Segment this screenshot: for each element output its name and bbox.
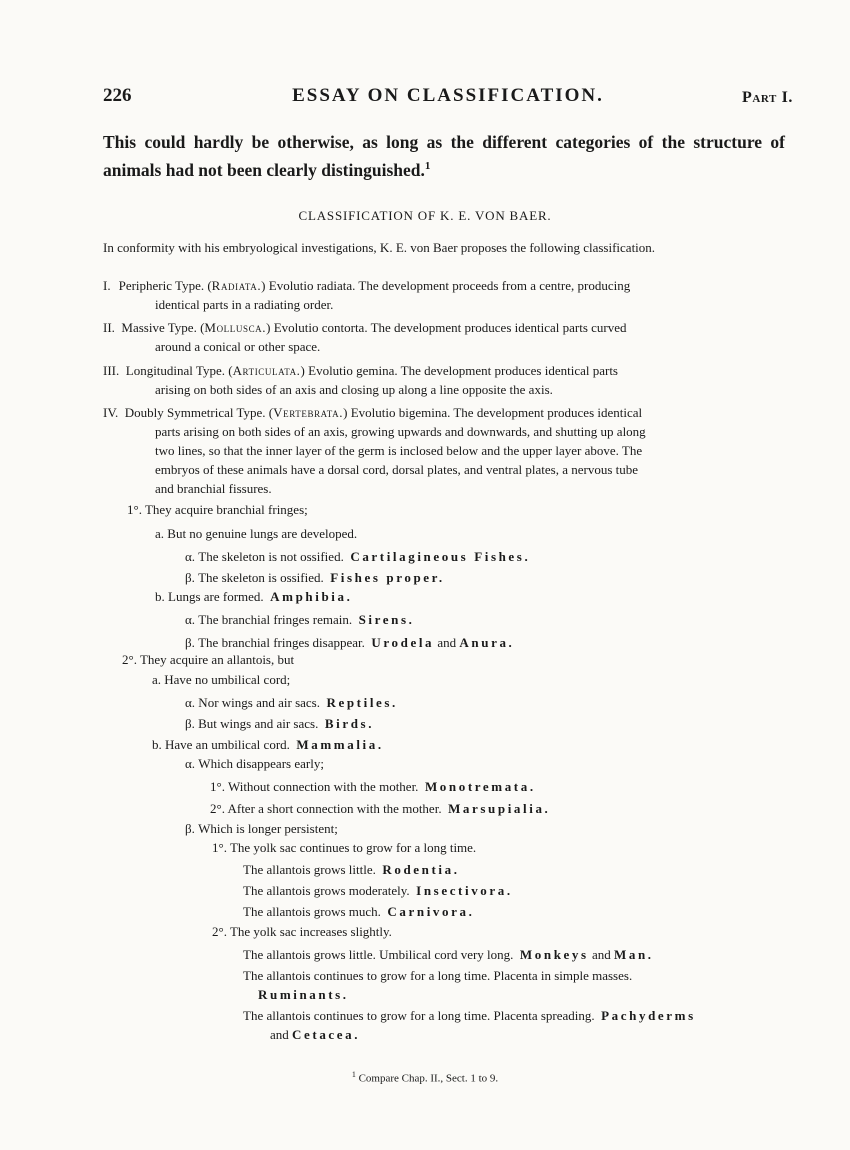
outline-line: α. The skeleton is not ossified. Cartilagineous Fishes. — [185, 549, 531, 564]
taxon-name: Ruminants. — [258, 987, 349, 1002]
running-header — [103, 85, 793, 111]
taxon-name: Fishes proper. — [330, 570, 445, 585]
group-name: Radiata. — [211, 278, 262, 293]
conformity-paragraph: In conformity with his embryological investigations, K. E. von Baer proposes the following classification. — [103, 240, 656, 255]
outline-line: 1°. Without connection with the mother. Monotremata. — [210, 779, 536, 794]
taxon-name: Reptiles. — [326, 695, 398, 710]
outline-line: α. The branchial fringes remain. Sirens. — [185, 612, 415, 627]
outline-line: The allantois grows moderately. Insectivora. — [243, 883, 513, 898]
group-name: Vertebrata. — [273, 405, 344, 420]
outline-line: α. Nor wings and air sacs. Reptiles. — [185, 695, 398, 710]
taxon-name: Monkeys — [519, 947, 589, 962]
page-number: 226 — [103, 85, 132, 106]
outline-line: b. Lungs are formed. Amphibia. — [155, 589, 353, 604]
outline-line: 2°. After a short connection with the mother. Marsupialia. — [210, 801, 551, 816]
taxon-name: Cetacea. — [292, 1027, 361, 1042]
taxon-name: Anura. — [459, 635, 515, 650]
outline-line: The allantois continues to grow for a long time. Placenta spreading. Pachyderms — [243, 1008, 696, 1023]
outline-line: β. Which is longer persistent; — [185, 821, 338, 836]
taxon-name: Man. — [613, 947, 654, 962]
taxon-name: Mammalia. — [296, 737, 384, 752]
outline-line: and Cetacea. — [270, 1027, 361, 1042]
taxon-name: Insectivora. — [416, 883, 513, 898]
taxon-name: Pachyderms — [601, 1008, 696, 1023]
type-line: III. Longitudinal Type. (Articulata.) Evolutio gemina. The development produces identical parts — [103, 363, 618, 378]
outline-line: b. Have an umbilical cord. Mammalia. — [152, 737, 384, 752]
taxon-name: Cartilagineous Fishes. — [350, 549, 531, 564]
taxon-name: Birds. — [324, 716, 375, 731]
type-line: II. Massive Type. (Mollusca.) Evolutio contorta. The development produces identical parts curved — [103, 320, 627, 335]
taxon-name: Marsupialia. — [448, 801, 551, 816]
outline-line: The allantois grows little. Rodentia. — [243, 862, 460, 877]
intro-paragraph: This could hardly be otherwise, as long as the different categories of the structure of animals had not been clearly distinguished.$^1$ — [103, 132, 785, 180]
taxon-name: Carnivora. — [387, 904, 475, 919]
group-name: Mollusca. — [204, 320, 267, 335]
taxon-name: Sirens. — [358, 612, 415, 627]
outline-line: 2°. They acquire an allantois, but — [122, 652, 295, 667]
outline-line: α. Which disappears early; — [185, 756, 324, 771]
outline-line: β. The branchial fringes disappear. Urodela and Anura. — [185, 635, 515, 650]
taxon-name: Urodela — [371, 635, 435, 650]
outline-line: a. Have no umbilical cord; — [152, 672, 291, 687]
type-line: embryos of these animals have a dorsal cord, dorsal plates, and ventral plates, a nervous tube — [155, 462, 639, 477]
type-line: IV. Doubly Symmetrical Type. (Vertebrata.) Evolutio bigemina. The development produces identical — [103, 405, 643, 420]
taxon-name: Monotremata. — [424, 779, 536, 794]
outline-line: The allantois grows little. Umbilical cord very long. Monkeys and Man. — [243, 947, 654, 962]
type-line: arising on both sides of an axis and closing up along a line opposite the axis. — [155, 382, 553, 397]
running-title: ESSAY ON CLASSIFICATION. — [292, 85, 604, 106]
outline-line: 1°. They acquire branchial fringes; — [127, 502, 308, 517]
outline-line: a. But no genuine lungs are developed. — [155, 526, 358, 541]
section-title: CLASSIFICATION OF K. E. VON BAER. — [298, 208, 552, 223]
outline-line: 2°. The yolk sac increases slightly. — [212, 924, 392, 939]
type-line: two lines, so that the inner layer of the germ is inclosed below and the upper layer above. The — [155, 443, 643, 458]
footnote-marker: 1 — [424, 160, 431, 172]
type-line: parts arising on both sides of an axis, growing upwards and downwards, and shutting up along — [155, 424, 646, 439]
type-line: and branchial fissures. — [155, 481, 272, 496]
type-line: around a conical or other space. — [155, 339, 321, 354]
type-line: identical parts in a radiating order. — [155, 297, 334, 312]
taxon-name: Rodentia. — [382, 862, 460, 877]
outline-line: The allantois grows much. Carnivora. — [243, 904, 475, 919]
taxon-name: Amphibia. — [270, 589, 353, 604]
outline-line: β. The skeleton is ossified. Fishes proper. — [185, 570, 445, 585]
group-name: Articulata. — [232, 363, 301, 378]
outline-line: The allantois continues to grow for a long time. Placenta in simple masses. — [243, 968, 633, 983]
outline-line: 1°. The yolk sac continues to grow for a long time. — [212, 840, 477, 855]
footnote: $^1$ Compare Chap. II., Sect. 1 to 9. — [351, 1070, 499, 1085]
outline-line: β. But wings and air sacs. Birds. — [185, 716, 375, 731]
outline-line — [258, 985, 349, 1004]
type-line: I. Peripheric Type. (Radiata.) Evolutio radiata. The development proceeds from a centre, producing — [103, 278, 631, 293]
part-label: Part I. — [741, 89, 793, 106]
